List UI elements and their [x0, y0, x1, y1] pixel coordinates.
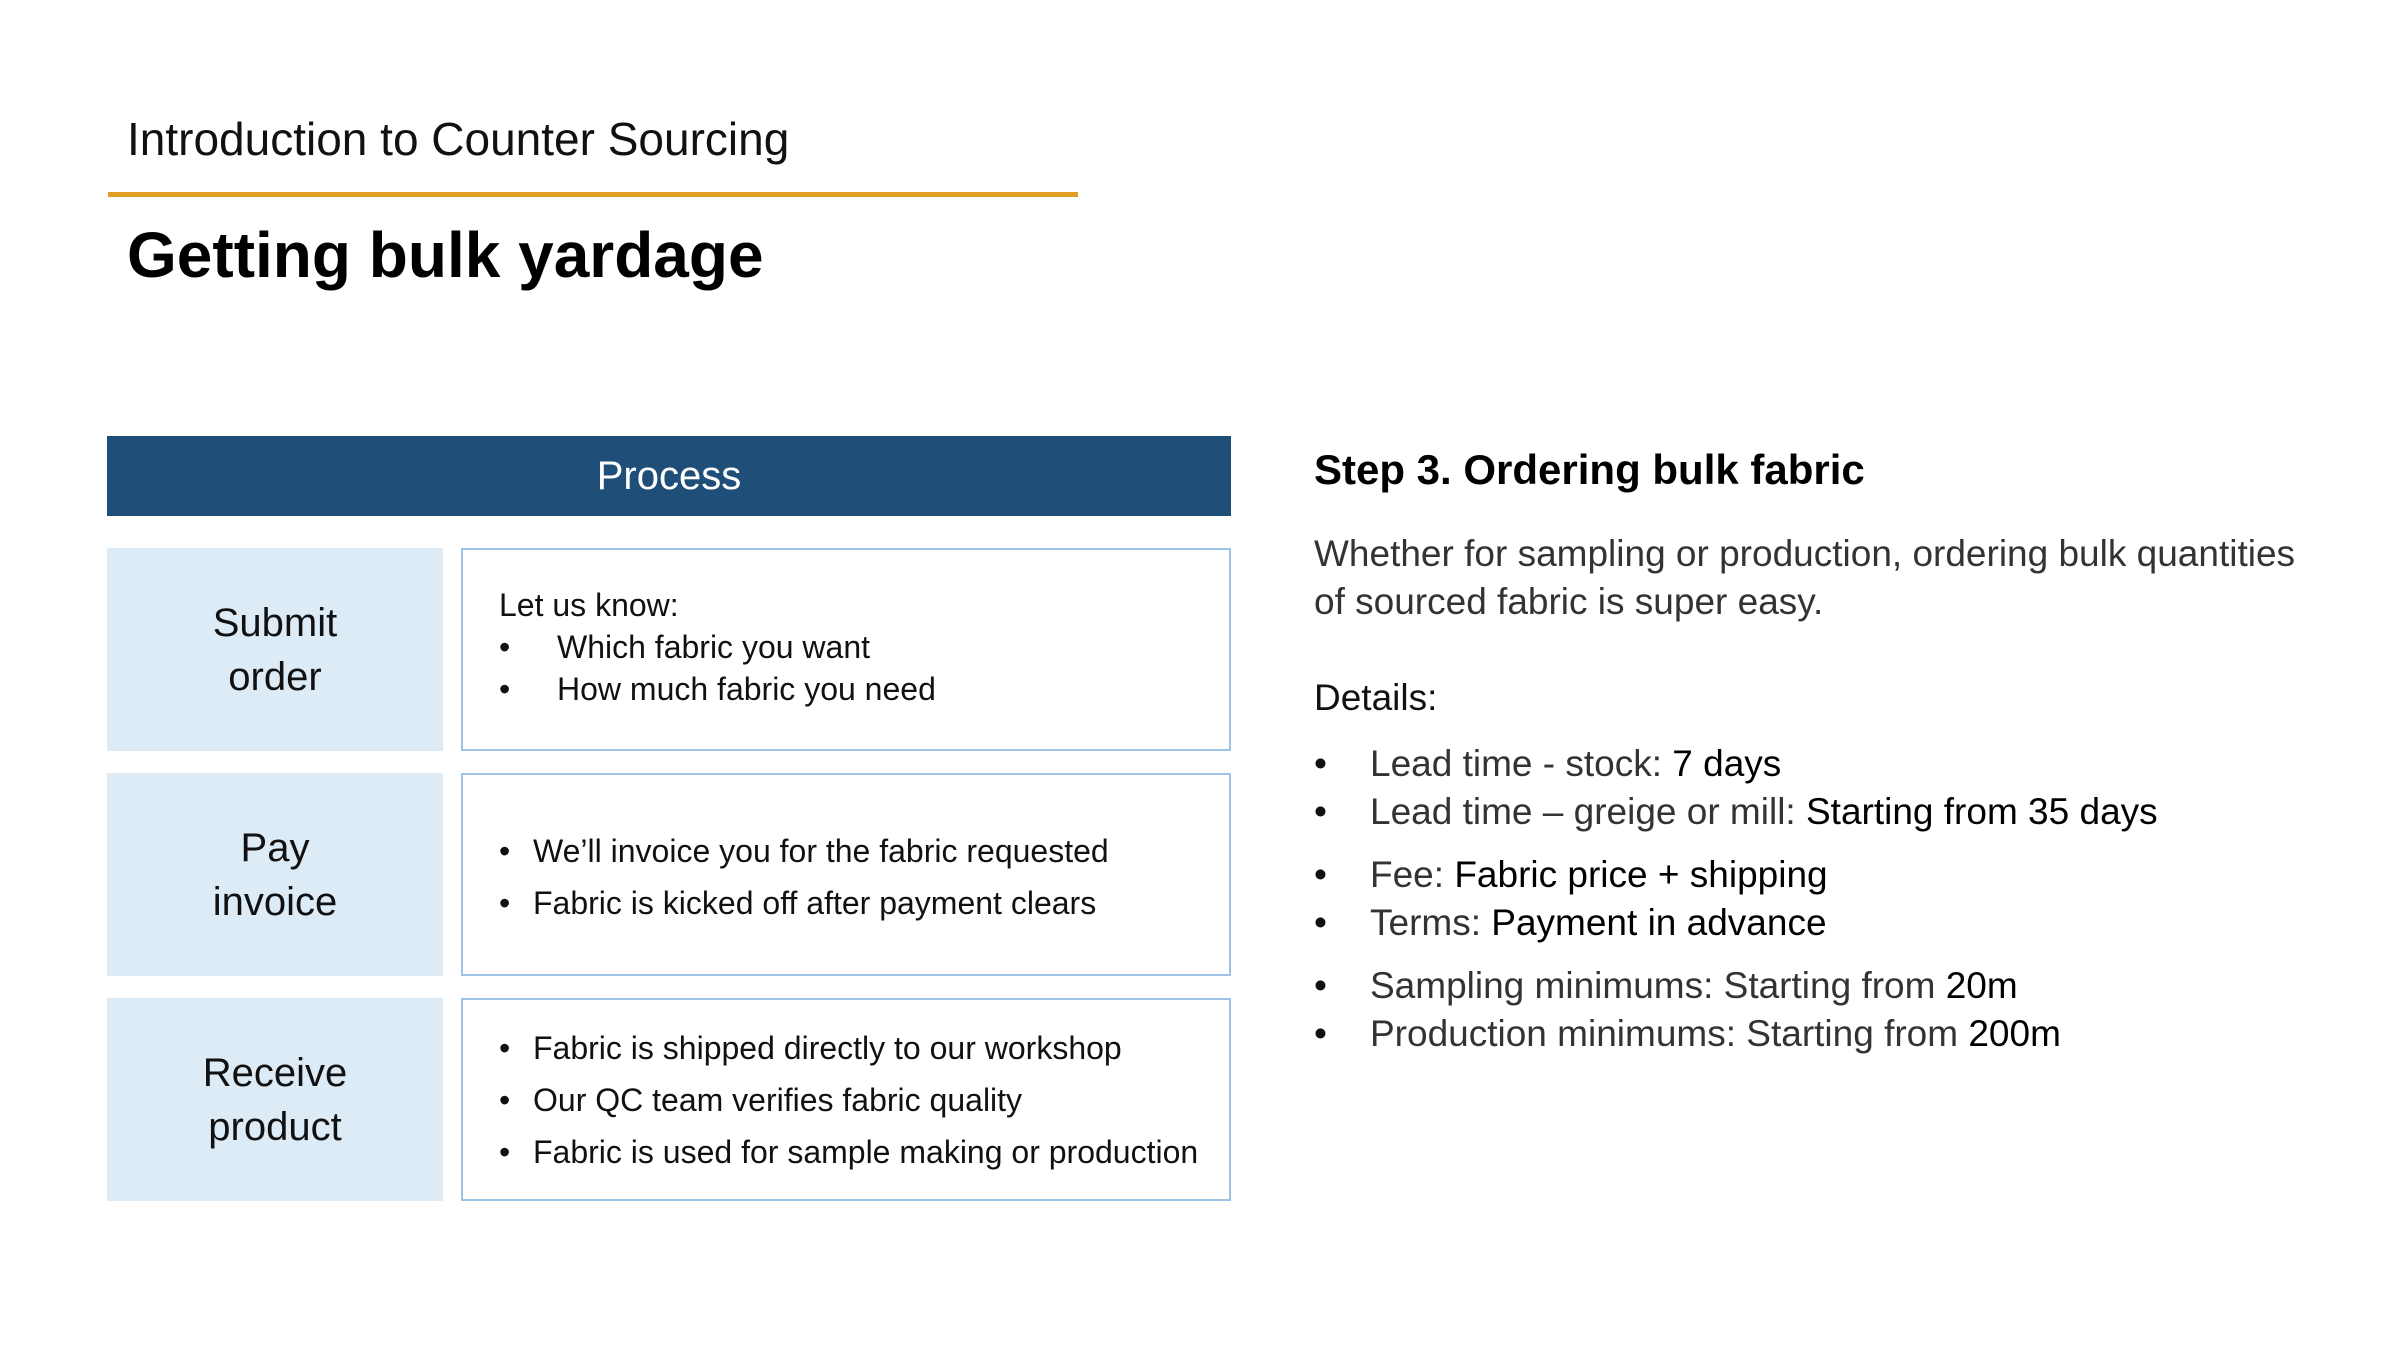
- detail-value: Payment in advance: [1491, 902, 1827, 943]
- detail-value: Fabric price + shipping: [1454, 854, 1828, 895]
- stage-bullet-list: [499, 626, 1229, 710]
- stage-label-submit-order: Submit order: [107, 548, 443, 751]
- stage-label-pay-invoice: Pay invoice: [107, 773, 443, 976]
- stage-bullet: • Fabric is shipped directly to our workshop: [499, 1022, 1229, 1074]
- stage-details-submit-order: [461, 548, 1231, 751]
- process-header: [107, 436, 1231, 516]
- detail-item-fee: [1314, 851, 1828, 899]
- detail-label: Production minimums: Starting from: [1370, 1013, 1969, 1054]
- detail-item-terms: [1314, 899, 1827, 947]
- accent-rule: [108, 192, 1078, 197]
- detail-label: Sampling minimums: Starting from: [1370, 965, 1946, 1006]
- detail-item-lead-time-stock: [1314, 740, 1781, 788]
- slide-subtitle: Introduction to Counter Sourcing: [127, 113, 790, 165]
- detail-value: Starting from 35 days: [1805, 791, 2158, 832]
- detail-value: 7 days: [1672, 743, 1782, 784]
- detail-label: Lead time - stock:: [1370, 743, 1673, 784]
- stage-bullet: • Fabric is used for sample making or production: [499, 1126, 1229, 1178]
- detail-item-production-minimums: [1314, 1010, 2061, 1058]
- detail-label: Terms:: [1370, 902, 1492, 943]
- stage-bullet-list: [499, 825, 1229, 929]
- stage-bullet: • Which fabric you want: [499, 626, 1229, 668]
- stage-intro: Let us know:: [499, 587, 679, 623]
- stage-bullet: • We’ll invoice you for the fabric requested: [499, 825, 1229, 877]
- detail-label: Fee:: [1370, 854, 1455, 895]
- detail-value: 200m: [1968, 1013, 2061, 1054]
- detail-label: Lead time – greige or mill:: [1370, 791, 1806, 832]
- stage-bullet: • Fabric is kicked off after payment clears: [499, 877, 1229, 929]
- stage-details-pay-invoice: [461, 773, 1231, 976]
- detail-item-sampling-minimums: [1314, 962, 2018, 1010]
- process-header-label: Process: [596, 453, 742, 498]
- stage-bullet: • Our QC team verifies fabric quality: [499, 1074, 1229, 1126]
- step-title: Step 3. Ordering bulk fabric: [1314, 446, 1865, 493]
- stage-bullet-list: [499, 1022, 1229, 1178]
- stage-label-receive-product: Receive product: [107, 998, 443, 1201]
- stage-details-receive-product: [461, 998, 1231, 1201]
- step-description: Whether for sampling or production, ordering bulk quantities of sourced fabric is super easy.: [1314, 533, 2296, 622]
- slide-title: Getting bulk yardage: [127, 219, 764, 291]
- detail-item-lead-time-greige: [1314, 788, 2158, 836]
- detail-value: 20m: [1945, 965, 2018, 1006]
- details-label: Details:: [1314, 677, 1438, 718]
- stage-bullet: • How much fabric you need: [499, 668, 1229, 710]
